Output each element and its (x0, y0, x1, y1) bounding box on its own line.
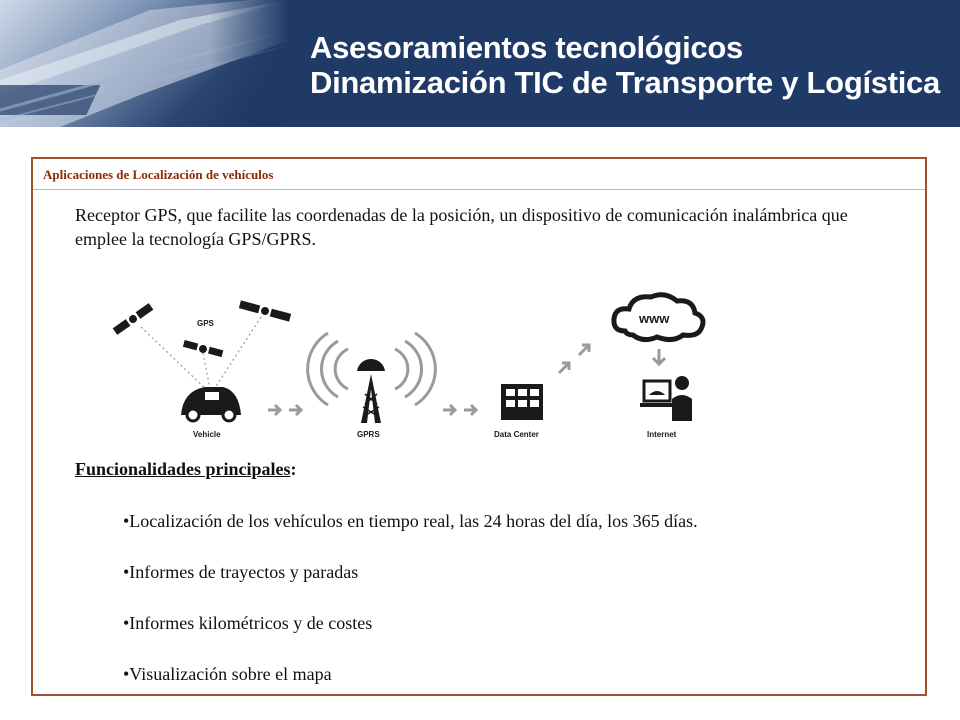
frame-header (33, 159, 925, 190)
gps-gprs-diagram (93, 289, 733, 449)
content-frame (31, 157, 927, 696)
arrow-icon (268, 405, 301, 415)
arrow-icon (653, 349, 665, 364)
list-item: •Visualización sobre el mapa (123, 664, 332, 684)
section-title: Aplicaciones de Localización de vehículos (43, 167, 274, 182)
banner-title-line2: Dinamización TIC de Transporte y Logística (310, 65, 940, 100)
features-title-text: Funcionalidades principales (75, 459, 291, 479)
features-list (123, 509, 903, 713)
banner-title-line1: Asesoramientos tecnológicos (310, 30, 743, 65)
banner-title (310, 30, 940, 100)
gps-signal-lines (141, 317, 261, 394)
gps-label: GPS (197, 319, 214, 328)
cloud-icon (614, 295, 703, 340)
data-center-icon (501, 384, 543, 420)
gprs-label: GPRS (357, 430, 380, 439)
transport-photo (0, 0, 290, 127)
features-title-suffix: : (290, 459, 297, 479)
arrow-icon (559, 345, 589, 373)
data-center-label: Data Center (494, 430, 539, 439)
list-item: •Informes de trayectos y paradas (123, 562, 359, 582)
gprs-tower-icon (308, 333, 436, 423)
features-title (75, 459, 297, 480)
list-item: •Localización de los vehículos en tiempo real, las 24 horas del día, los 365 días. (123, 511, 698, 531)
satellite-icon (113, 303, 154, 335)
intro-text: Receptor GPS, que facilite las coordenadas de la posición, un dispositivo de comunicación inalámbrica que emplee la tecnología GPS/GPRS. (75, 205, 848, 249)
www-label: www (639, 311, 670, 326)
header-banner (0, 0, 960, 127)
satellite-icon (239, 300, 291, 321)
internet-user-icon (640, 376, 692, 421)
satellite-icon (183, 340, 224, 358)
vehicle-icon (181, 387, 241, 421)
vehicle-label: Vehicle (193, 430, 221, 439)
arrow-icon (443, 405, 476, 415)
list-item: •Informes kilométricos y de costes (123, 613, 373, 633)
internet-label: Internet (647, 430, 677, 439)
